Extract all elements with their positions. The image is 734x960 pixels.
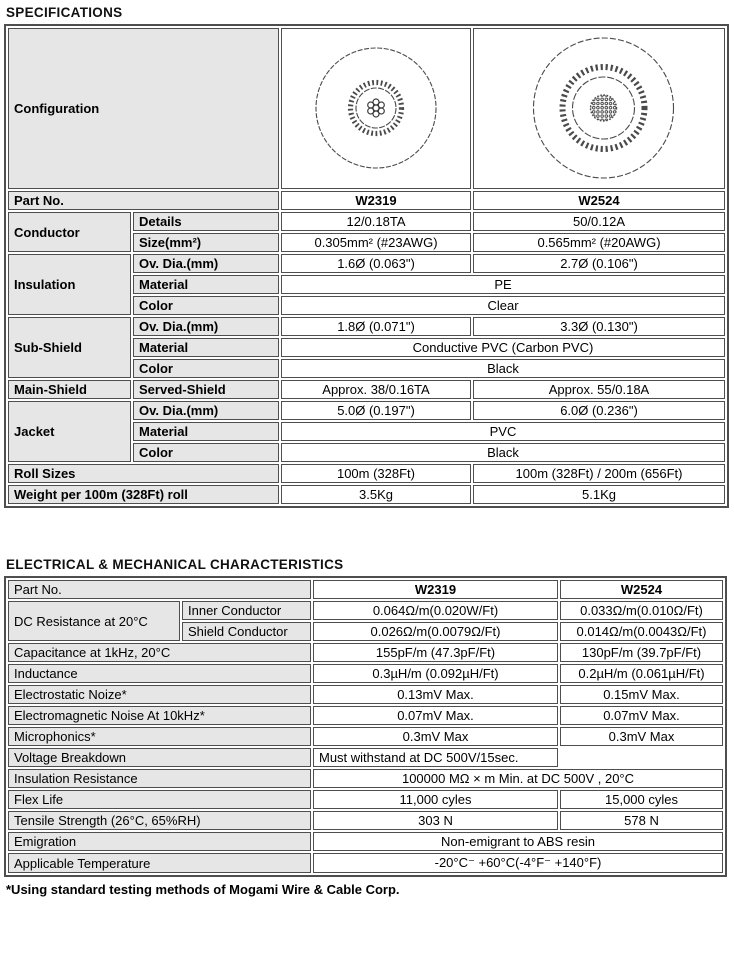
subshield-material-value: Conductive PVC (Carbon PVC) — [281, 338, 725, 357]
part-no-label: Part No. — [8, 191, 279, 210]
jacket-ovdia-w2524: 6.0Ø (0.236") — [473, 401, 725, 420]
microphonics-row — [8, 727, 723, 746]
subshield-ovdia-w2319: 1.8Ø (0.071") — [281, 317, 471, 336]
jacket-ovdia-w2319: 5.0Ø (0.197") — [281, 401, 471, 420]
electrical-title: ELECTRICAL & MECHANICAL CHARACTERISTICS — [6, 557, 344, 572]
tensile-strength-label: Tensile Strength (26°C, 65%RH) — [8, 811, 311, 830]
part-no-w2524: W2524 — [473, 191, 725, 210]
inductance-w2524: 0.2µH/m (0.061µH/Ft) — [560, 664, 723, 683]
electrostatic-noise-w2319: 0.13mV Max. — [313, 685, 558, 704]
electrostatic-noise-w2524: 0.15mV Max. — [560, 685, 723, 704]
roll-sizes-w2524: 100m (328Ft) / 200m (656Ft) — [473, 464, 725, 483]
subshield-material-label: Material — [133, 338, 279, 357]
conductor-size-label: Size(mm²) — [133, 233, 279, 252]
configuration-label: Configuration — [8, 28, 279, 189]
flex-life-w2524: 15,000 cyles — [560, 790, 723, 809]
tensile-strength-w2524: 578 N — [560, 811, 723, 830]
cable-diagram-w2524-cell — [473, 28, 725, 189]
shield-conductor-w2524: 0.014Ω/m(0.0043Ω/Ft) — [560, 622, 723, 641]
roll-sizes-label: Roll Sizes — [8, 464, 279, 483]
configuration-row — [8, 28, 725, 189]
electromagnetic-noise-w2319: 0.07mV Max. — [313, 706, 558, 725]
voltage-breakdown-empty-cell — [560, 748, 723, 767]
inner-conductor-label: Inner Conductor — [182, 601, 311, 620]
applicable-temperature-value: -20°C⁻ +60°C(-4°F⁻ +140°F) — [313, 853, 723, 873]
capacitance-row — [8, 643, 723, 662]
elec-part-no-label: Part No. — [8, 580, 311, 599]
insulation-color-label: Color — [133, 296, 279, 315]
inductance-w2319: 0.3µH/m (0.092µH/Ft) — [313, 664, 558, 683]
insulation-resistance-row — [8, 769, 723, 788]
jacket-color-value: Black — [281, 443, 725, 462]
applicable-temperature-label: Applicable Temperature — [8, 853, 311, 873]
insulation-color-value: Clear — [281, 296, 725, 315]
inner-conductor-w2524: 0.033Ω/m(0.010Ω/Ft) — [560, 601, 723, 620]
subshield-ovdia-w2524: 3.3Ø (0.130") — [473, 317, 725, 336]
flex-life-w2319: 11,000 cyles — [313, 790, 558, 809]
jacket-color-label: Color — [133, 443, 279, 462]
subshield-ovdia-row — [8, 317, 725, 336]
specifications-table — [4, 24, 729, 508]
insulation-ovdia-w2319: 1.6Ø (0.063") — [281, 254, 471, 273]
inductance-row — [8, 664, 723, 683]
cable-cross-section-w2524-icon — [474, 30, 725, 187]
inductance-label: Inductance — [8, 664, 311, 683]
weight-w2524: 5.1Kg — [473, 485, 725, 504]
elec-part-no-w2524: W2524 — [560, 580, 723, 599]
insulation-ovdia-row — [8, 254, 725, 273]
section-spacer — [4, 508, 731, 555]
conductor-details-label: Details — [133, 212, 279, 231]
subshield-group-label: Sub-Shield — [8, 317, 131, 378]
voltage-breakdown-value: Must withstand at DC 500V/15sec. — [313, 748, 558, 767]
electromagnetic-noise-w2524: 0.07mV Max. — [560, 706, 723, 725]
roll-sizes-w2319: 100m (328Ft) — [281, 464, 471, 483]
cable-cross-section-w2319-icon — [283, 30, 469, 187]
mainshield-served-w2319: Approx. 38/0.16TA — [281, 380, 471, 399]
weight-w2319: 3.5Kg — [281, 485, 471, 504]
inner-conductor-w2319: 0.064Ω/m(0.020W/Ft) — [313, 601, 558, 620]
insulation-group-label: Insulation — [8, 254, 131, 315]
jacket-material-label: Material — [133, 422, 279, 441]
elec-part-no-w2319: W2319 — [313, 580, 558, 599]
subshield-color-value: Black — [281, 359, 725, 378]
emigration-row — [8, 832, 723, 851]
jacket-group-label: Jacket — [8, 401, 131, 462]
insulation-material-value: PE — [281, 275, 725, 294]
part-no-w2319: W2319 — [281, 191, 471, 210]
microphonics-w2319: 0.3mV Max — [313, 727, 558, 746]
voltage-breakdown-label: Voltage Breakdown — [8, 748, 311, 767]
weight-label: Weight per 100m (328Ft) roll — [8, 485, 279, 504]
conductor-details-w2319: 12/0.18TA — [281, 212, 471, 231]
tensile-strength-w2319: 303 N — [313, 811, 558, 830]
electromagnetic-noise-row — [8, 706, 723, 725]
mainshield-served-w2524: Approx. 55/0.18A — [473, 380, 725, 399]
elec-part-no-row — [8, 580, 723, 599]
flex-life-label: Flex Life — [8, 790, 311, 809]
tensile-strength-row — [8, 811, 723, 830]
dc-resistance-inner-row — [8, 601, 723, 620]
mainshield-group-label: Main-Shield — [8, 380, 131, 399]
insulation-material-label: Material — [133, 275, 279, 294]
dc-resistance-group-label: DC Resistance at 20°C — [8, 601, 180, 641]
flex-life-row — [8, 790, 723, 809]
capacitance-w2319: 155pF/m (47.3pF/Ft) — [313, 643, 558, 662]
cable-diagram-w2319-cell — [281, 28, 471, 189]
conductor-details-w2524: 50/0.12A — [473, 212, 725, 231]
part-no-row — [8, 191, 725, 210]
specifications-title: SPECIFICATIONS — [6, 5, 123, 20]
jacket-material-value: PVC — [281, 422, 725, 441]
electromagnetic-noise-label: Electromagnetic Noise At 10kHz* — [8, 706, 311, 725]
insulation-resistance-label: Insulation Resistance — [8, 769, 311, 788]
jacket-ovdia-row — [8, 401, 725, 420]
testing-methods-footnote: *Using standard testing methods of Mogami Wire & Cable Corp. — [6, 882, 400, 897]
mainshield-row — [8, 380, 725, 399]
microphonics-w2524: 0.3mV Max — [560, 727, 723, 746]
electrostatic-noise-label: Electrostatic Noize* — [8, 685, 311, 704]
shield-conductor-w2319: 0.026Ω/m(0.0079Ω/Ft) — [313, 622, 558, 641]
applicable-temperature-row — [8, 853, 723, 873]
shield-conductor-label: Shield Conductor — [182, 622, 311, 641]
weight-row — [8, 485, 725, 504]
capacitance-label: Capacitance at 1kHz, 20°C — [8, 643, 311, 662]
emigration-label: Emigration — [8, 832, 311, 851]
jacket-ovdia-label: Ov. Dia.(mm) — [133, 401, 279, 420]
electrostatic-noise-row — [8, 685, 723, 704]
insulation-ovdia-w2524: 2.7Ø (0.106") — [473, 254, 725, 273]
insulation-ovdia-label: Ov. Dia.(mm) — [133, 254, 279, 273]
conductor-details-row — [8, 212, 725, 231]
capacitance-w2524: 130pF/m (39.7pF/Ft) — [560, 643, 723, 662]
mainshield-served-label: Served-Shield — [133, 380, 279, 399]
conductor-group-label: Conductor — [8, 212, 131, 252]
conductor-size-w2524: 0.565mm² (#20AWG) — [473, 233, 725, 252]
emigration-value: Non-emigrant to ABS resin — [313, 832, 723, 851]
microphonics-label: Microphonics* — [8, 727, 311, 746]
subshield-color-label: Color — [133, 359, 279, 378]
conductor-size-w2319: 0.305mm² (#23AWG) — [281, 233, 471, 252]
electrical-characteristics-table — [4, 576, 727, 877]
insulation-resistance-value: 100000 MΩ × m Min. at DC 500V , 20°C — [313, 769, 723, 788]
subshield-ovdia-label: Ov. Dia.(mm) — [133, 317, 279, 336]
voltage-breakdown-row — [8, 748, 723, 767]
roll-sizes-row — [8, 464, 725, 483]
